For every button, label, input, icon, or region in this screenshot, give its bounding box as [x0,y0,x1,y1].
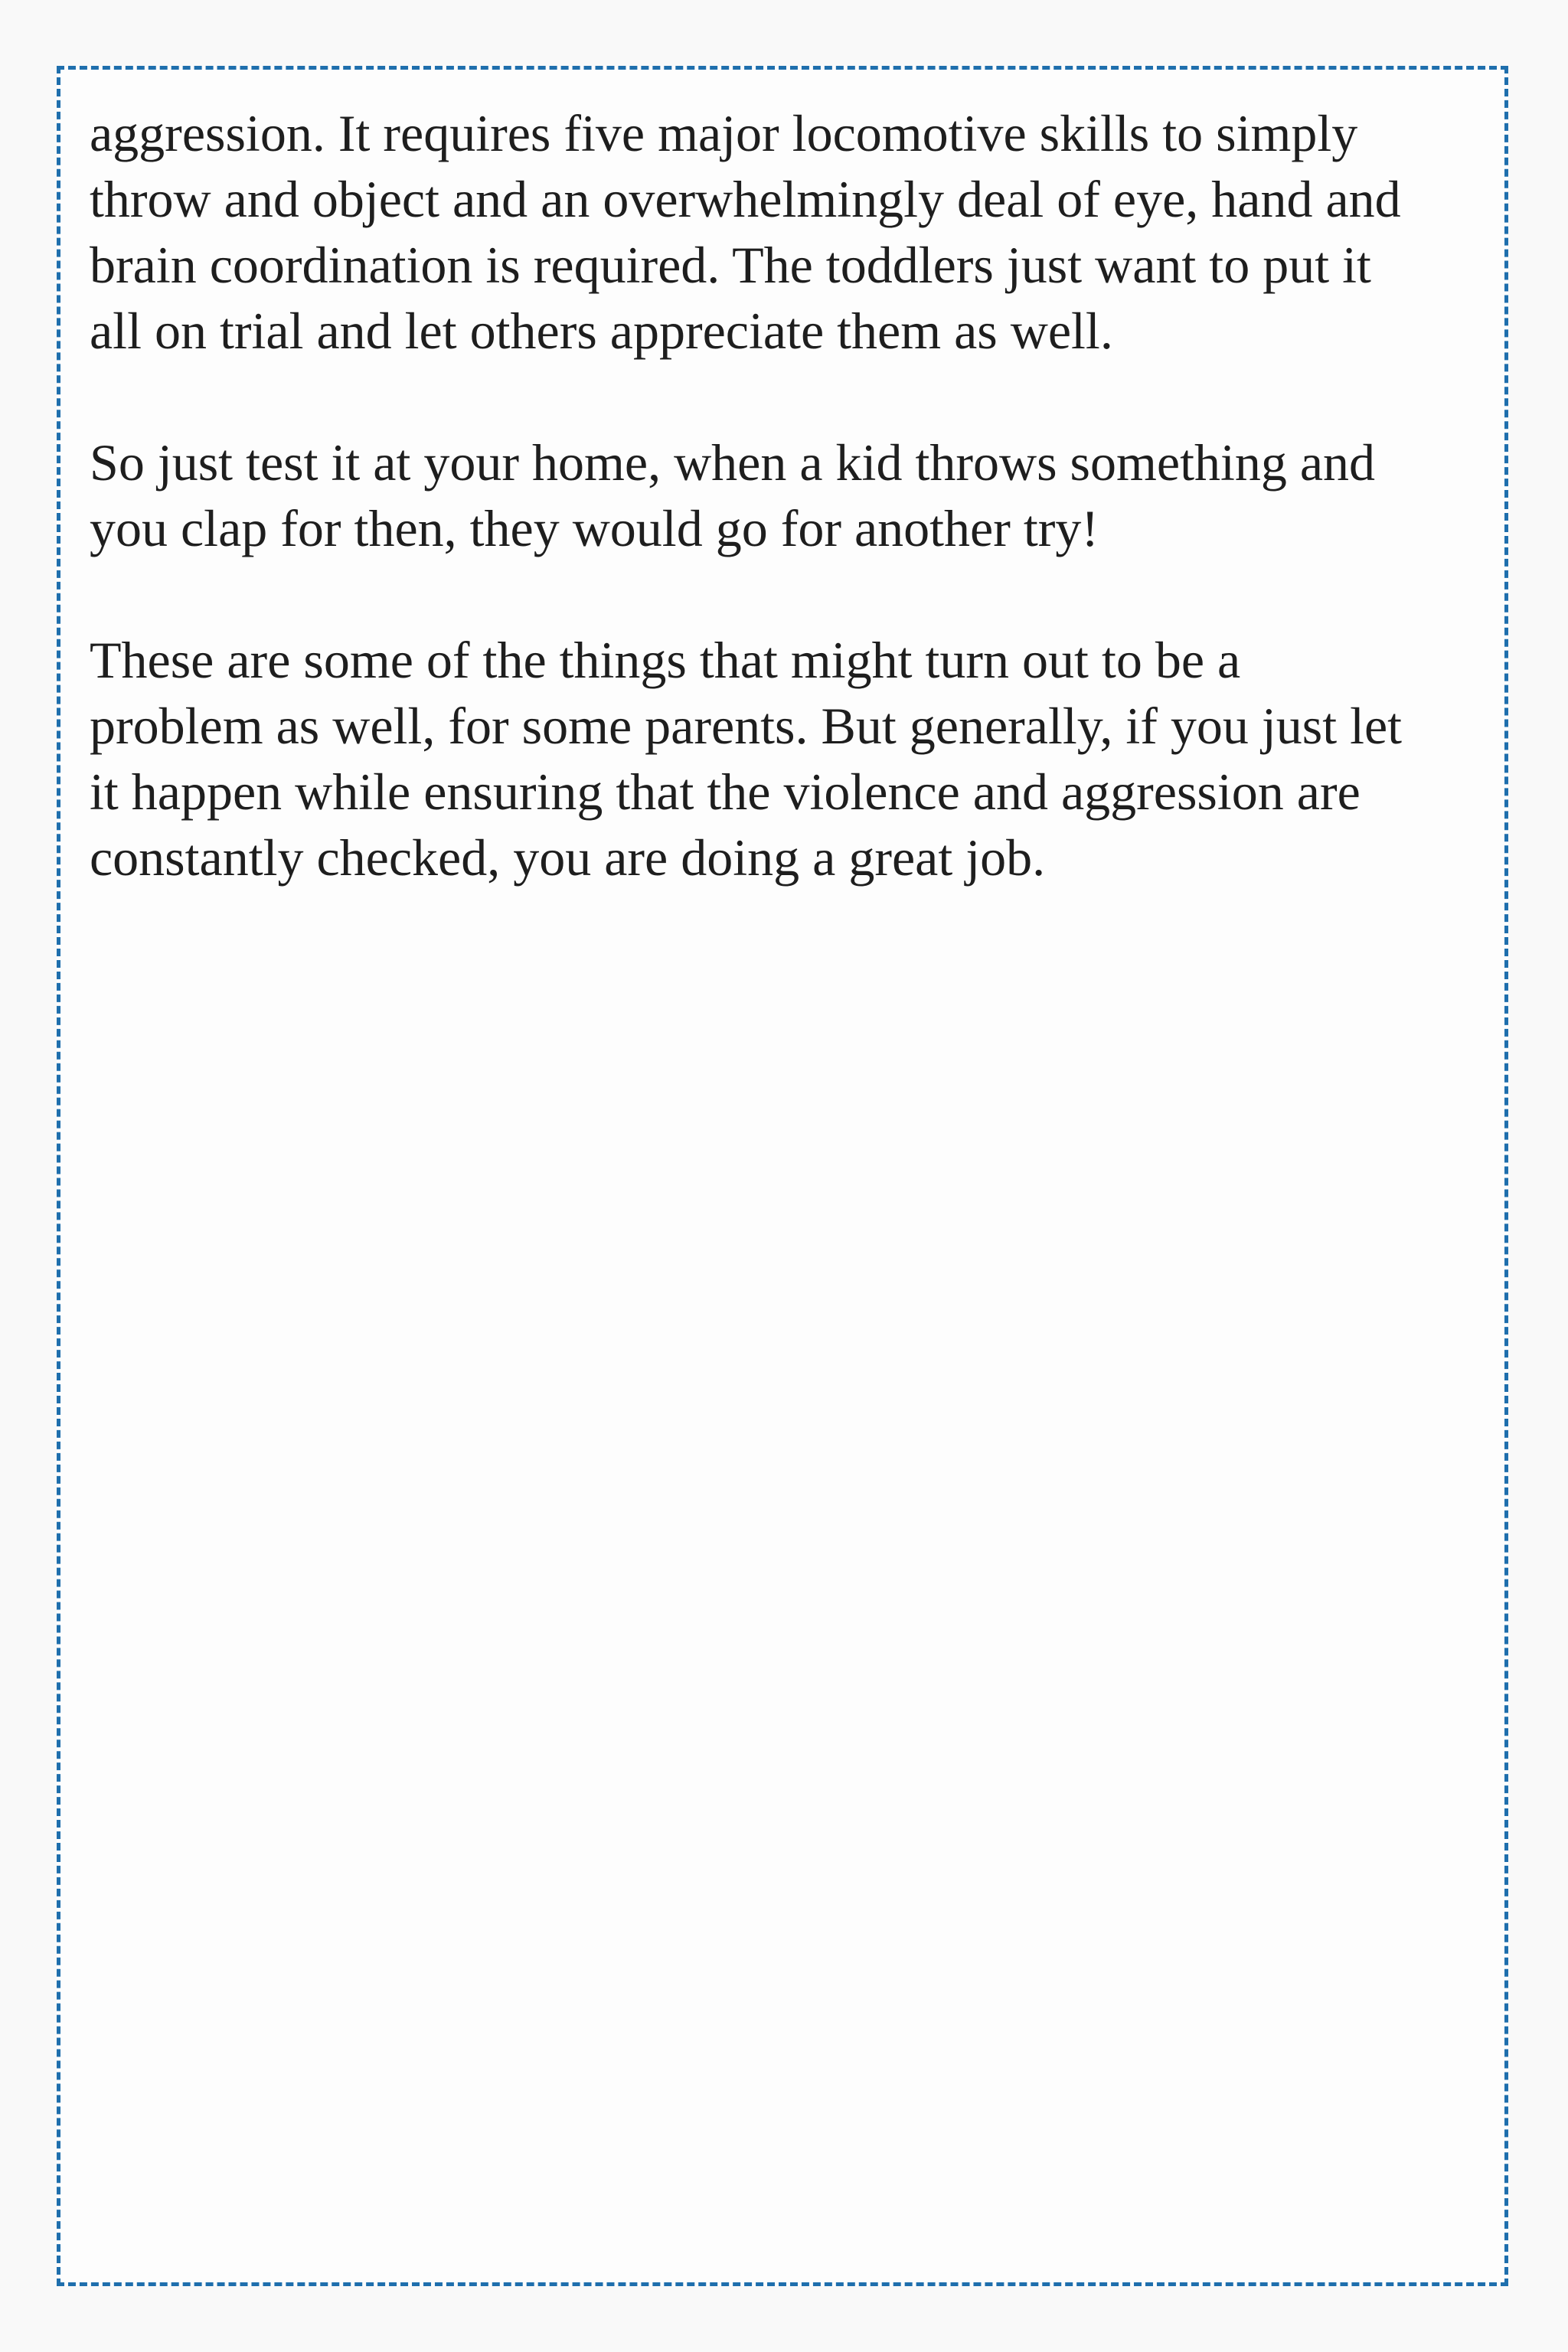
text-body [90,100,1544,956]
paragraph-3: These are some of the things that might turn out to be a problem as well, for some parents. But generally, if you just let it happen while ensuring that the violence and aggression are constantly checked, you are doing a great job. [90,631,1403,887]
paragraph-1: aggression. It requires five major locomotive skills to simply throw and object and an overwhelmingly deal of eye, hand and brain coordination is required. The toddlers just want to put it all on trial and let others appreciate them as well. [90,104,1401,360]
paragraph-2: So just test it at your home, when a kid throws something and you clap for then, they would go for another try! [90,433,1376,557]
dashed-text-frame [57,66,1508,2286]
